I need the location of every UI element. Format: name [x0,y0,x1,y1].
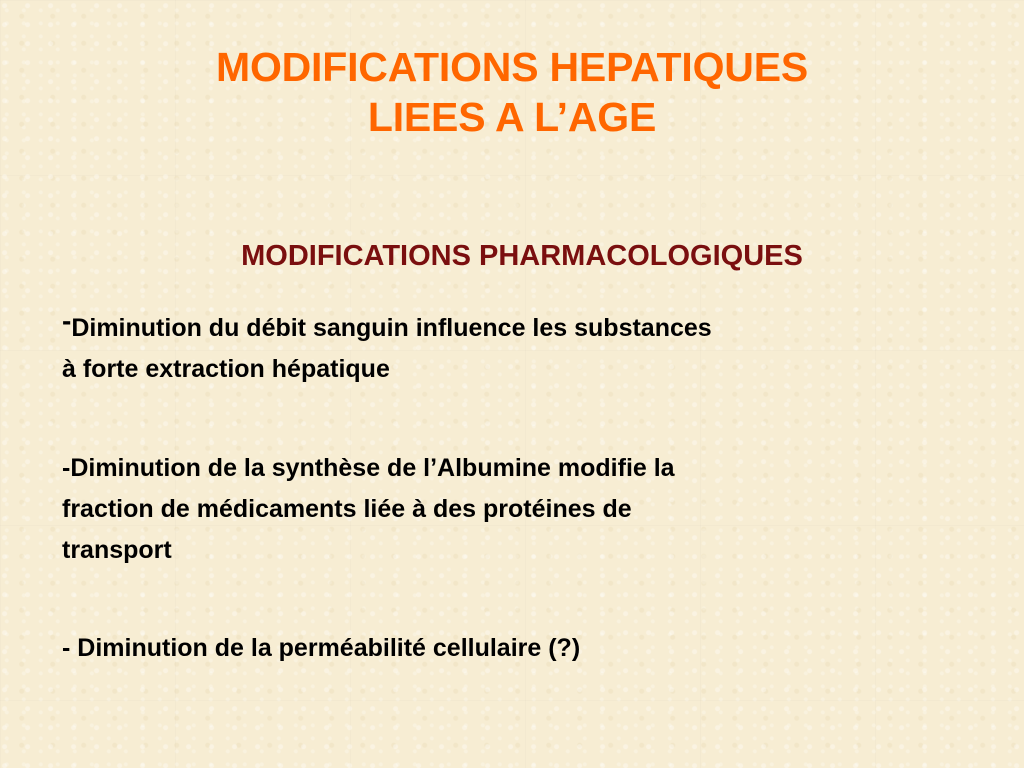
slide-title-line-1: MODIFICATIONS HEPATIQUES [216,44,808,90]
bullet-dash: - [62,305,72,336]
bullet-point-1-line-1: Diminution du débit sanguin influence les substances [71,314,712,342]
bullet-point-2-line-2: fraction de médicaments liée à des protéines de [62,495,632,523]
bullet-point-2-line-3: transport [62,536,172,564]
bullet-point-3-line-1: - Diminution de la perméabilité cellulaire (?) [62,634,581,662]
slide-title-line-2: LIEES A L’AGE [367,94,657,140]
bullet-point-2-line-1: -Diminution de la synthèse de l’Albumine modifie la [62,454,675,482]
slide-subtitle: MODIFICATIONS PHARMACOLOGIQUES [241,240,803,272]
slide-title [0,42,1024,142]
bullet-point-3 [62,628,982,669]
bullet-point-1 [62,306,982,390]
bullet-point-2 [62,448,982,571]
bullet-point-1-line-2: à forte extraction hépatique [62,355,390,383]
